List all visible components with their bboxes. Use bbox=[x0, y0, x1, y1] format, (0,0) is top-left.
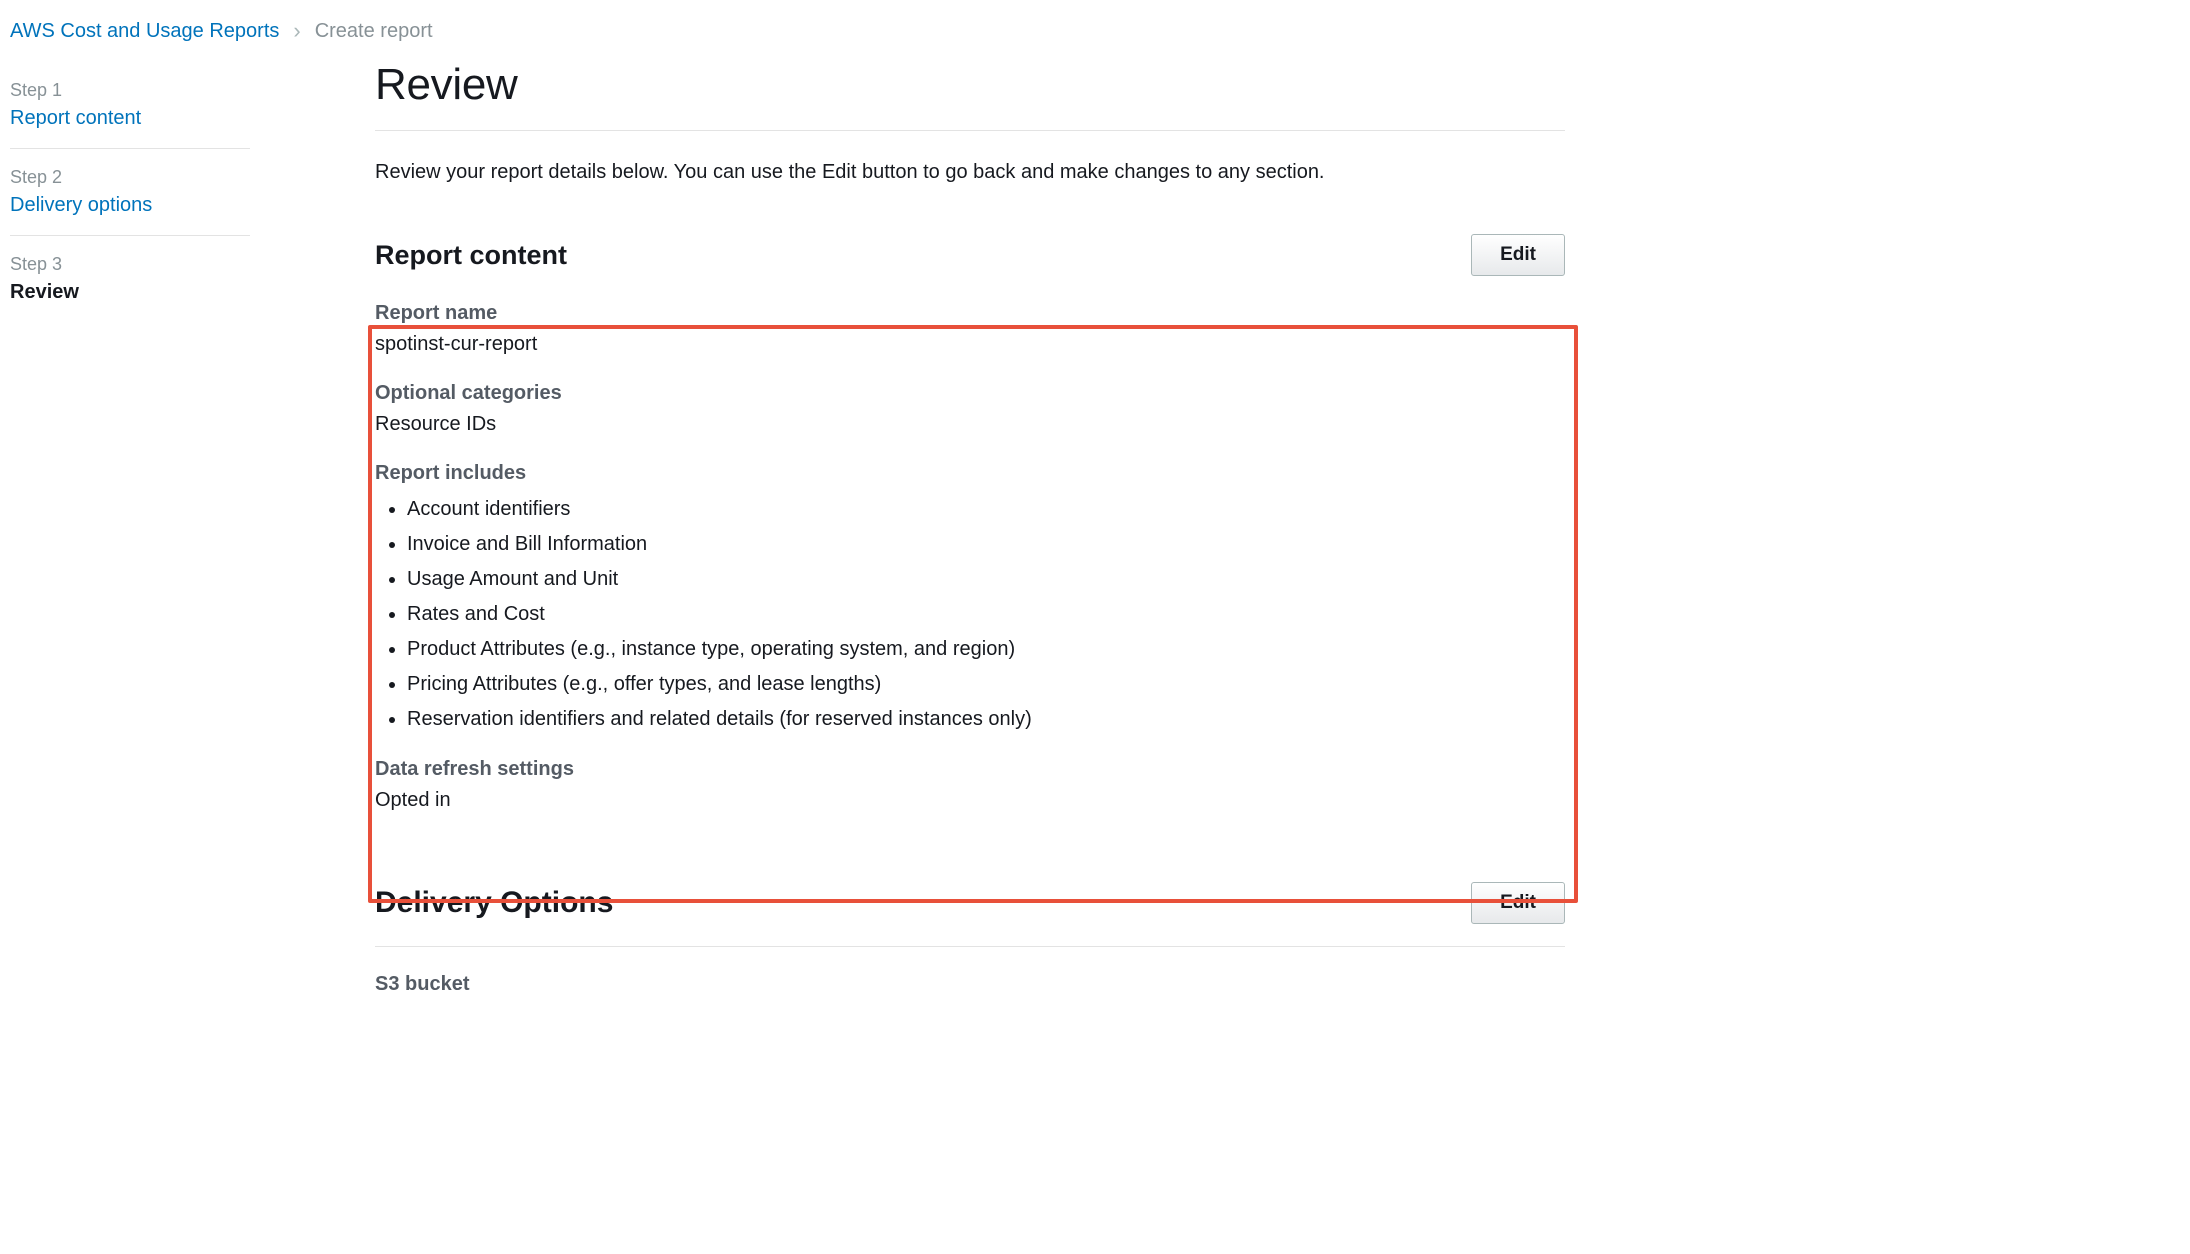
wizard-steps-sidebar bbox=[10, 80, 260, 322]
page-title: Review bbox=[375, 60, 1565, 131]
list-item: • Usage Amount and Unit bbox=[407, 567, 1575, 592]
sidebar-step-3 bbox=[10, 254, 260, 322]
edit-delivery-options-button[interactable]: Edit bbox=[1471, 882, 1565, 924]
list-item: • Reservation identifiers and related details (for reserved instances only) bbox=[407, 707, 1575, 732]
sidebar-divider-2 bbox=[10, 235, 250, 236]
delivery-options-title: Delivery Options bbox=[375, 886, 614, 919]
report-name-value: spotinst-cur-report bbox=[375, 333, 538, 355]
list-item: • Invoice and Bill Information bbox=[407, 532, 1575, 557]
sidebar-item-review: Review bbox=[10, 281, 79, 303]
report-includes-label: Report includes bbox=[375, 462, 527, 484]
list-item: • Pricing Attributes (e.g., offer types, and lease lengths) bbox=[407, 672, 1575, 697]
sidebar-item-report-content[interactable]: Report content bbox=[10, 107, 142, 129]
chevron-right-icon: › bbox=[293, 18, 301, 43]
list-item: • Product Attributes (e.g., instance type, operating system, and region) bbox=[407, 637, 1575, 662]
report-name-label: Report name bbox=[375, 302, 498, 324]
list-item: • Rates and Cost bbox=[407, 602, 1575, 627]
breadcrumb bbox=[10, 18, 433, 44]
report-content-title: Report content bbox=[375, 239, 567, 270]
main-content bbox=[375, 60, 1575, 996]
optional-categories-label: Optional categories bbox=[375, 382, 562, 404]
sidebar-divider-1 bbox=[10, 148, 250, 149]
data-refresh-settings-label: Data refresh settings bbox=[375, 758, 574, 780]
list-item: • Account identifiers bbox=[407, 497, 1575, 522]
breadcrumb-current: Create report bbox=[314, 19, 433, 42]
report-content-details bbox=[375, 302, 1575, 812]
report-content-section-header bbox=[375, 234, 1565, 276]
sidebar-step-1[interactable] bbox=[10, 80, 260, 148]
sidebar-step-3-number: Step 3 bbox=[10, 254, 63, 274]
optional-categories-value: Resource IDs bbox=[375, 413, 497, 435]
report-includes-list bbox=[375, 497, 1575, 732]
breadcrumb-root-link[interactable]: AWS Cost and Usage Reports bbox=[10, 19, 280, 42]
sidebar-step-2-number: Step 2 bbox=[10, 167, 63, 187]
s3-bucket-label: S3 bucket bbox=[375, 973, 470, 995]
sidebar-step-2[interactable] bbox=[10, 167, 260, 235]
delivery-options-section-header bbox=[375, 882, 1565, 947]
sidebar-item-delivery-options[interactable]: Delivery options bbox=[10, 194, 153, 216]
edit-report-content-button[interactable]: Edit bbox=[1471, 234, 1565, 276]
data-refresh-settings-value: Opted in bbox=[375, 789, 451, 811]
sidebar-step-1-number: Step 1 bbox=[10, 80, 63, 100]
page-intro-text: Review your report details below. You can use the Edit button to go back and make changes to any section. bbox=[375, 161, 1325, 183]
